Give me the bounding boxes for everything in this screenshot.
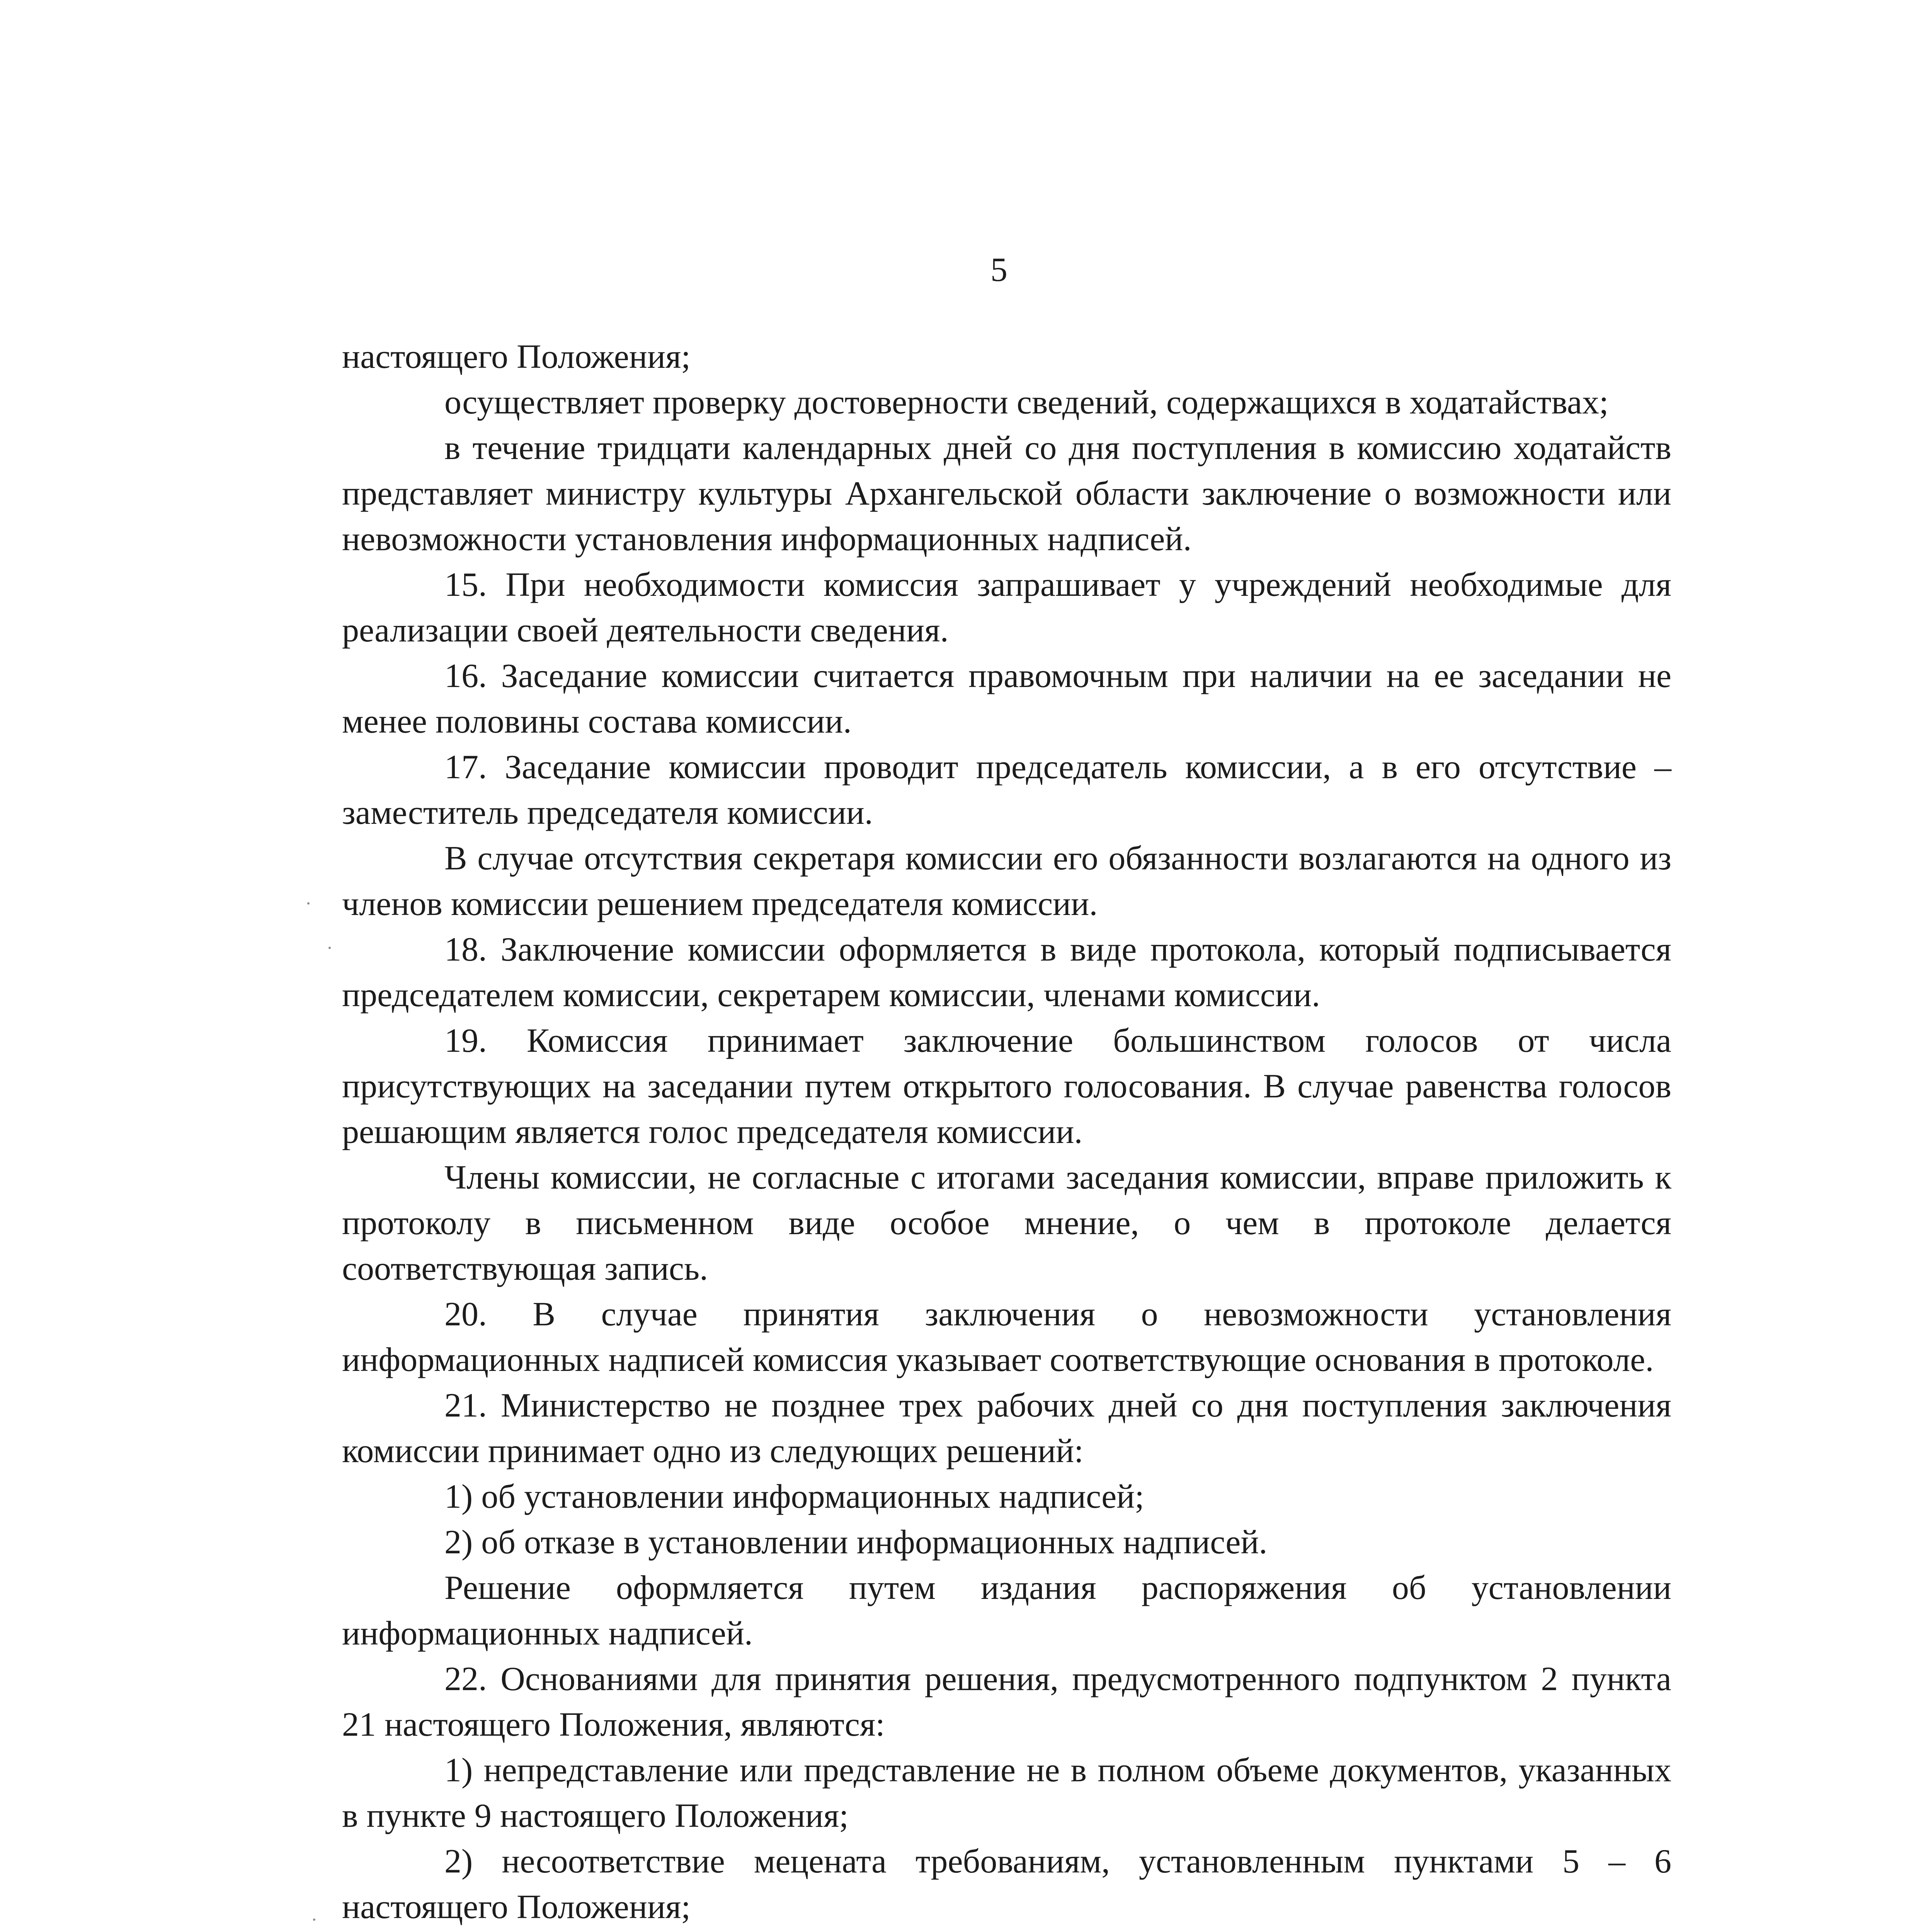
scan-speck (307, 902, 310, 905)
paragraph-item-19: 19. Комиссия принимает заключение большинством голосов от числа присутствующих на заседании путем открытого голосования. В случае равенства голосов решающим является голос председателя комиссии. (342, 1022, 1671, 1151)
paragraph: в течение тридцати календарных дней со дня поступления в комиссию ходатайств представляет министру культуры Архангельской области заключение о возможности или невозможности установления информационных надписей. (342, 429, 1671, 558)
scan-speck (328, 947, 331, 949)
paragraph: осуществляет проверку достоверности сведений, содержащихся в ходатайствах; (444, 384, 1609, 421)
paragraph-item-18: 18. Заключение комиссии оформляется в виде протокола, который подписывается председателем комиссии, секретарем комиссии, членами комиссии. (342, 931, 1671, 1014)
paragraph: Члены комиссии, не согласные с итогами заседания комиссии, вправе приложить к протоколу в письменном виде особое мнение, о чем в протоколе делается соответствующая запись. (342, 1159, 1671, 1287)
list-item: 1) непредставление или представление не в полном объеме документов, указанных в пункте 9 настоящего Положения; (342, 1752, 1671, 1835)
scan-speck (313, 1918, 315, 1921)
body-text (342, 334, 1671, 1932)
page-number: 5 (990, 251, 1007, 289)
list-item (342, 1930, 1671, 1932)
paragraph: Решение оформляется путем издания распоряжения об установлении информационных надписей. (342, 1569, 1671, 1652)
list-item: 2) несоответствие мецената требованиям, установленным пунктами 5 – 6 настоящего Положения; (342, 1843, 1671, 1926)
list-item: 2) об отказе в установлении информационных надписей. (444, 1524, 1268, 1561)
paragraph-item-16: 16. Заседание комиссии считается правомочным при наличии на ее заседании не менее половины состава комиссии. (342, 657, 1671, 740)
list-item: 1) об установлении информационных надписей; (444, 1478, 1144, 1515)
paragraph-item-22: 22. Основаниями для принятия решения, предусмотренного подпунктом 2 пункта 21 настоящего Положения, являются: (342, 1660, 1671, 1743)
paragraph-item-21: 21. Министерство не позднее трех рабочих дней со дня поступления заключения комиссии принимает одно из следующих решений: (342, 1387, 1671, 1470)
paragraph-item-20: 20. В случае принятия заключения о невозможности установления информационных надписей комиссия указывает соответствующие основания в протоколе. (342, 1296, 1671, 1379)
paragraph-item-17: 17. Заседание комиссии проводит председатель комиссии, а в его отсутствие – заместитель председателя комиссии. (342, 748, 1671, 832)
paragraph-continuation: настоящего Положения; (342, 338, 691, 376)
paragraph: В случае отсутствия секретаря комиссии его обязанности возлагаются на одного из членов комиссии решением председателя комиссии. (342, 840, 1671, 923)
paragraph-item-15: 15. При необходимости комиссия запрашивает у учреждений необходимые для реализации своей деятельности сведения. (342, 566, 1671, 649)
